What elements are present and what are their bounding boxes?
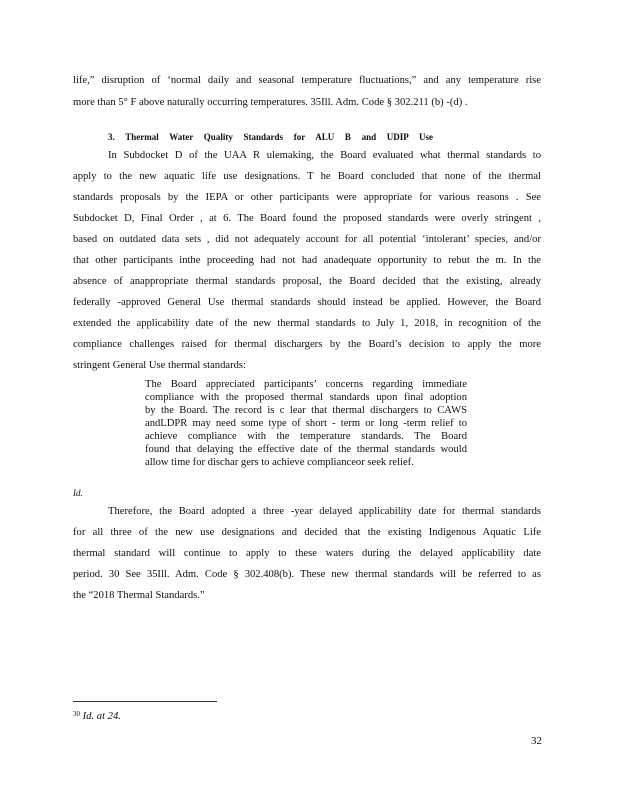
para-line: stringent General Use thermal standards: [73, 360, 246, 371]
footnote-text: Id. at 24. [82, 711, 121, 722]
block-quote-line: allow time for dischar gers to achieve complianceor seek relief. [145, 457, 414, 468]
para-line: period. 30 See 35Ill. Adm. Code § 302.408(b). These new thermal standards will be referred to as [73, 569, 541, 580]
block-quote-line: andLDPR may need some type of short - term or long -term relief to [145, 418, 467, 429]
para-line: the “2018 Thermal Standards.” [73, 590, 205, 601]
body-line: life,” disruption of ‘normal daily and seasonal temperature fluctuations,” and any temperature rise [73, 75, 541, 86]
footnote [73, 710, 121, 722]
para-line: thermal standard will continue to apply to these waters during the delayed applicability date [73, 548, 541, 559]
para-line: Subdocket D, Final Order , at 6. The Board found the proposed standards were overly stringent , [73, 213, 541, 224]
para-line: federally -approved General Use thermal standards should instead be applied. However, the Board [73, 297, 541, 308]
para-line: In Subdocket D of the UAA R ulemaking, the Board evaluated what thermal standards to [108, 150, 541, 161]
para-line: Therefore, the Board adopted a three -year delayed applicability date for thermal standards [108, 506, 541, 517]
para-line: standards proposals by the IEPA or other participants were appropriate for various reasons . See [73, 192, 541, 203]
para-line: compliance challenges raised for thermal dischargers by the Board’s decision to apply the more [73, 339, 541, 350]
footnote-divider [73, 701, 217, 702]
para-line: extended the applicability date of the new thermal standards to July 1, 2018, in recognition of the [73, 318, 541, 329]
para-line: based on outdated data sets , did not adequately account for all potential ‘intolerant’ species, and/or [73, 234, 541, 245]
block-quote-line: achieve compliance with the temperature standards. The Board [145, 431, 467, 442]
block-quote-line: found that delaying the effective date of the thermal standards would [145, 444, 467, 455]
body-line: more than 5° F above naturally occurring temperatures. 35Ill. Adm. Code § 302.211 (b) -(d) . [73, 97, 468, 108]
para-line: apply to the new aquatic life use designations. T he Board concluded that none of the thermal [73, 171, 541, 182]
citation-id: Id. [73, 488, 83, 498]
footnote-number: 30 [73, 710, 80, 718]
page-number: 32 [531, 735, 542, 747]
para-line: absence of anappropriate thermal standards proposal, the Board decided that the existing, already [73, 276, 541, 287]
block-quote-line: by the Board. The record is c lear that thermal dischargers to CAWS [145, 405, 467, 416]
block-quote-line: compliance with the proposed thermal standards upon final adoption [145, 392, 467, 403]
block-quote-line: The Board appreciated participants’ concerns regarding immediate [145, 379, 467, 390]
para-line: that other participants inthe proceeding had not had anadequate opportunity to rebut the m. In the [73, 255, 541, 266]
section-heading: 3. Thermal Water Quality Standards for ALU B and UDIP Use [108, 132, 433, 142]
para-line: for all three of the new use designations and decided that the existing Indigenous Aquatic Life [73, 527, 541, 538]
